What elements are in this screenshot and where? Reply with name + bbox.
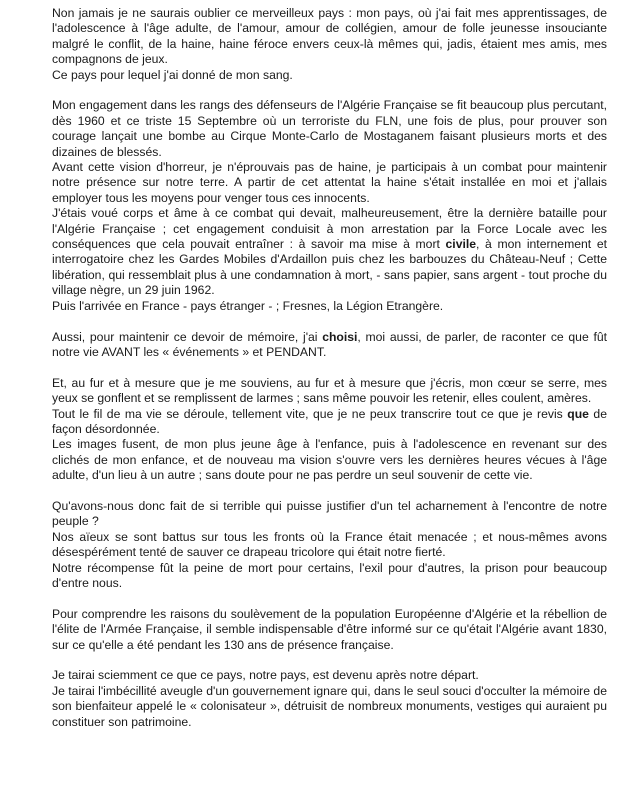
paragraph-1: Non jamais je ne saurais oublier ce merveilleux pays : mon pays, où j'ai fait mes apprentissages, de l'adolescence à l'âge adulte, de l'amour, amour de collégien, amour de folle jeunesse insouciante malgré le conflit, de la haine, haine féroce envers ceux-là mêmes qui, jadis, étaient mes amis, mes compagnons de jeux.	[52, 6, 607, 67]
paragraph-16: Je tairai l'imbécillité aveugle d'un gouvernement ignare qui, dans le seul souci d'occulter la mémoire de son bienfaiteur appelé le « colonisateur », détruisit de nombreux monuments, vestiges qui auraient pu constituer son patrimoine.	[52, 683, 607, 729]
paragraph-8: Et, au fur et à mesure que je me souviens, au fur et à mesure que j'écris, mon cœur se serre, mes yeux se gonflent et se remplissent de larmes ; sans même pouvoir les retenir, elles coulent, amères.	[52, 375, 607, 406]
paragraph-7-text-a: Aussi, pour maintenir ce devoir de mémoire, j'ai	[52, 329, 323, 344]
paragraph-gap	[52, 591, 607, 606]
paragraph-2: Ce pays pour lequel j'ai donné de mon sang.	[52, 67, 293, 82]
paragraph-gap	[52, 83, 607, 98]
paragraph-9-emphasis: que	[567, 406, 589, 421]
paragraph-5-text-a: J'étais voué corps et âme à ce combat qui devait, malheureusement, être la dernière bataille pour l'Algérie Française ; cet engagement conduisit à mon arrestation par la Force Locale avec les conséquences que cela pouvait entraîner : à savoir ma mise à mort	[52, 206, 607, 252]
paragraph-gap	[52, 484, 607, 499]
paragraph-10: Les images fusent, de mon plus jeune âge à l'enfance, puis à l'adolescence en revenant sur des clichés de mon enfance, et de nouveau ma vision s'ouvre vers les dernières heures vécues à l'âge adulte, d'un lieu à un autre ; sans doute pour ne pas perdre un seul souvenir de cette vie.	[52, 437, 607, 483]
paragraph-7-text-b: , moi aussi, de parler, de raconter ce que fût notre vie AVANT les « événements » et PENDANT.	[52, 329, 607, 359]
paragraph-13: Notre récompense fût la peine de mort pour certains, l'exil pour d'autres, la prison pour beaucoup d'entre nous.	[52, 560, 607, 590]
paragraph-gap	[52, 653, 607, 668]
paragraph-9-text-a: Tout le fil de ma vie se déroule, tellement vite, que je ne peux transcrire tout ce que je revis	[52, 406, 568, 421]
paragraph-gap	[52, 360, 607, 375]
paragraph-gap	[52, 314, 607, 329]
paragraph-5-emphasis: civile	[445, 237, 477, 252]
paragraph-14: Pour comprendre les raisons du soulèvement de la population Européenne d'Algérie et la rébellion de l'élite de l'Armée Française, il semble indispensable d'être informé sur ce qu'était l'Algérie avant 1830, sur ce qu'elle a été pendant les 130 ans de présence française.	[52, 606, 607, 652]
paragraph-5-text-b: , à mon internement et interrogatoire chez les Gardes Mobiles d'Ardaillon puis chez les barbouzes du Château-Neuf ; Cette libération, qui ressemblait plus à une condamnation à mort, - sans papier, sans argent - tout proche du village nègre, un 29 juin 1962.	[52, 237, 607, 298]
paragraph-6: Puis l'arrivée en France - pays étranger - ; Fresnes, la Légion Etrangère.	[52, 298, 444, 313]
paragraph-3: Mon engagement dans les rangs des défenseurs de l'Algérie Française se fit beaucoup plus percutant, dès 1960 et ce triste 15 Septembre où un terroriste du FLN, une fois de plus, pour prouver son courage lançait une bombe au Cirque Monte-Carlo de Mostaganem faisant plusieurs morts et des dizaines de blessés.	[52, 98, 607, 159]
paragraph-15: Je tairai sciemment ce que ce pays, notre pays, est devenu après notre départ.	[52, 668, 479, 683]
paragraph-5	[52, 206, 607, 298]
paragraph-4: Avant cette vision d'horreur, je n'éprouvais pas de haine, je participais à un combat pour maintenir notre présence sur notre terre. A partir de cet attentat la haine s'était installée en moi et j'allais employer tous les moyens pour venger tous ces innocents.	[52, 160, 607, 205]
paragraph-9-text-b: de façon désordonnée.	[52, 406, 607, 436]
paragraph-9	[52, 407, 607, 438]
paragraph-7-emphasis: choisi	[322, 329, 358, 344]
paragraph-11: Qu'avons-nous donc fait de si terrible qui puisse justifier d'un tel acharnement à l'encontre de notre peuple ?	[52, 498, 607, 529]
paragraph-7	[52, 330, 607, 361]
paragraph-12: Nos aïeux se sont battus sur tous les fronts où la France était menacée ; et nous-mêmes avons désespérément tenté de sauver ce drapeau tricolore qui était notre fierté.	[52, 529, 607, 560]
